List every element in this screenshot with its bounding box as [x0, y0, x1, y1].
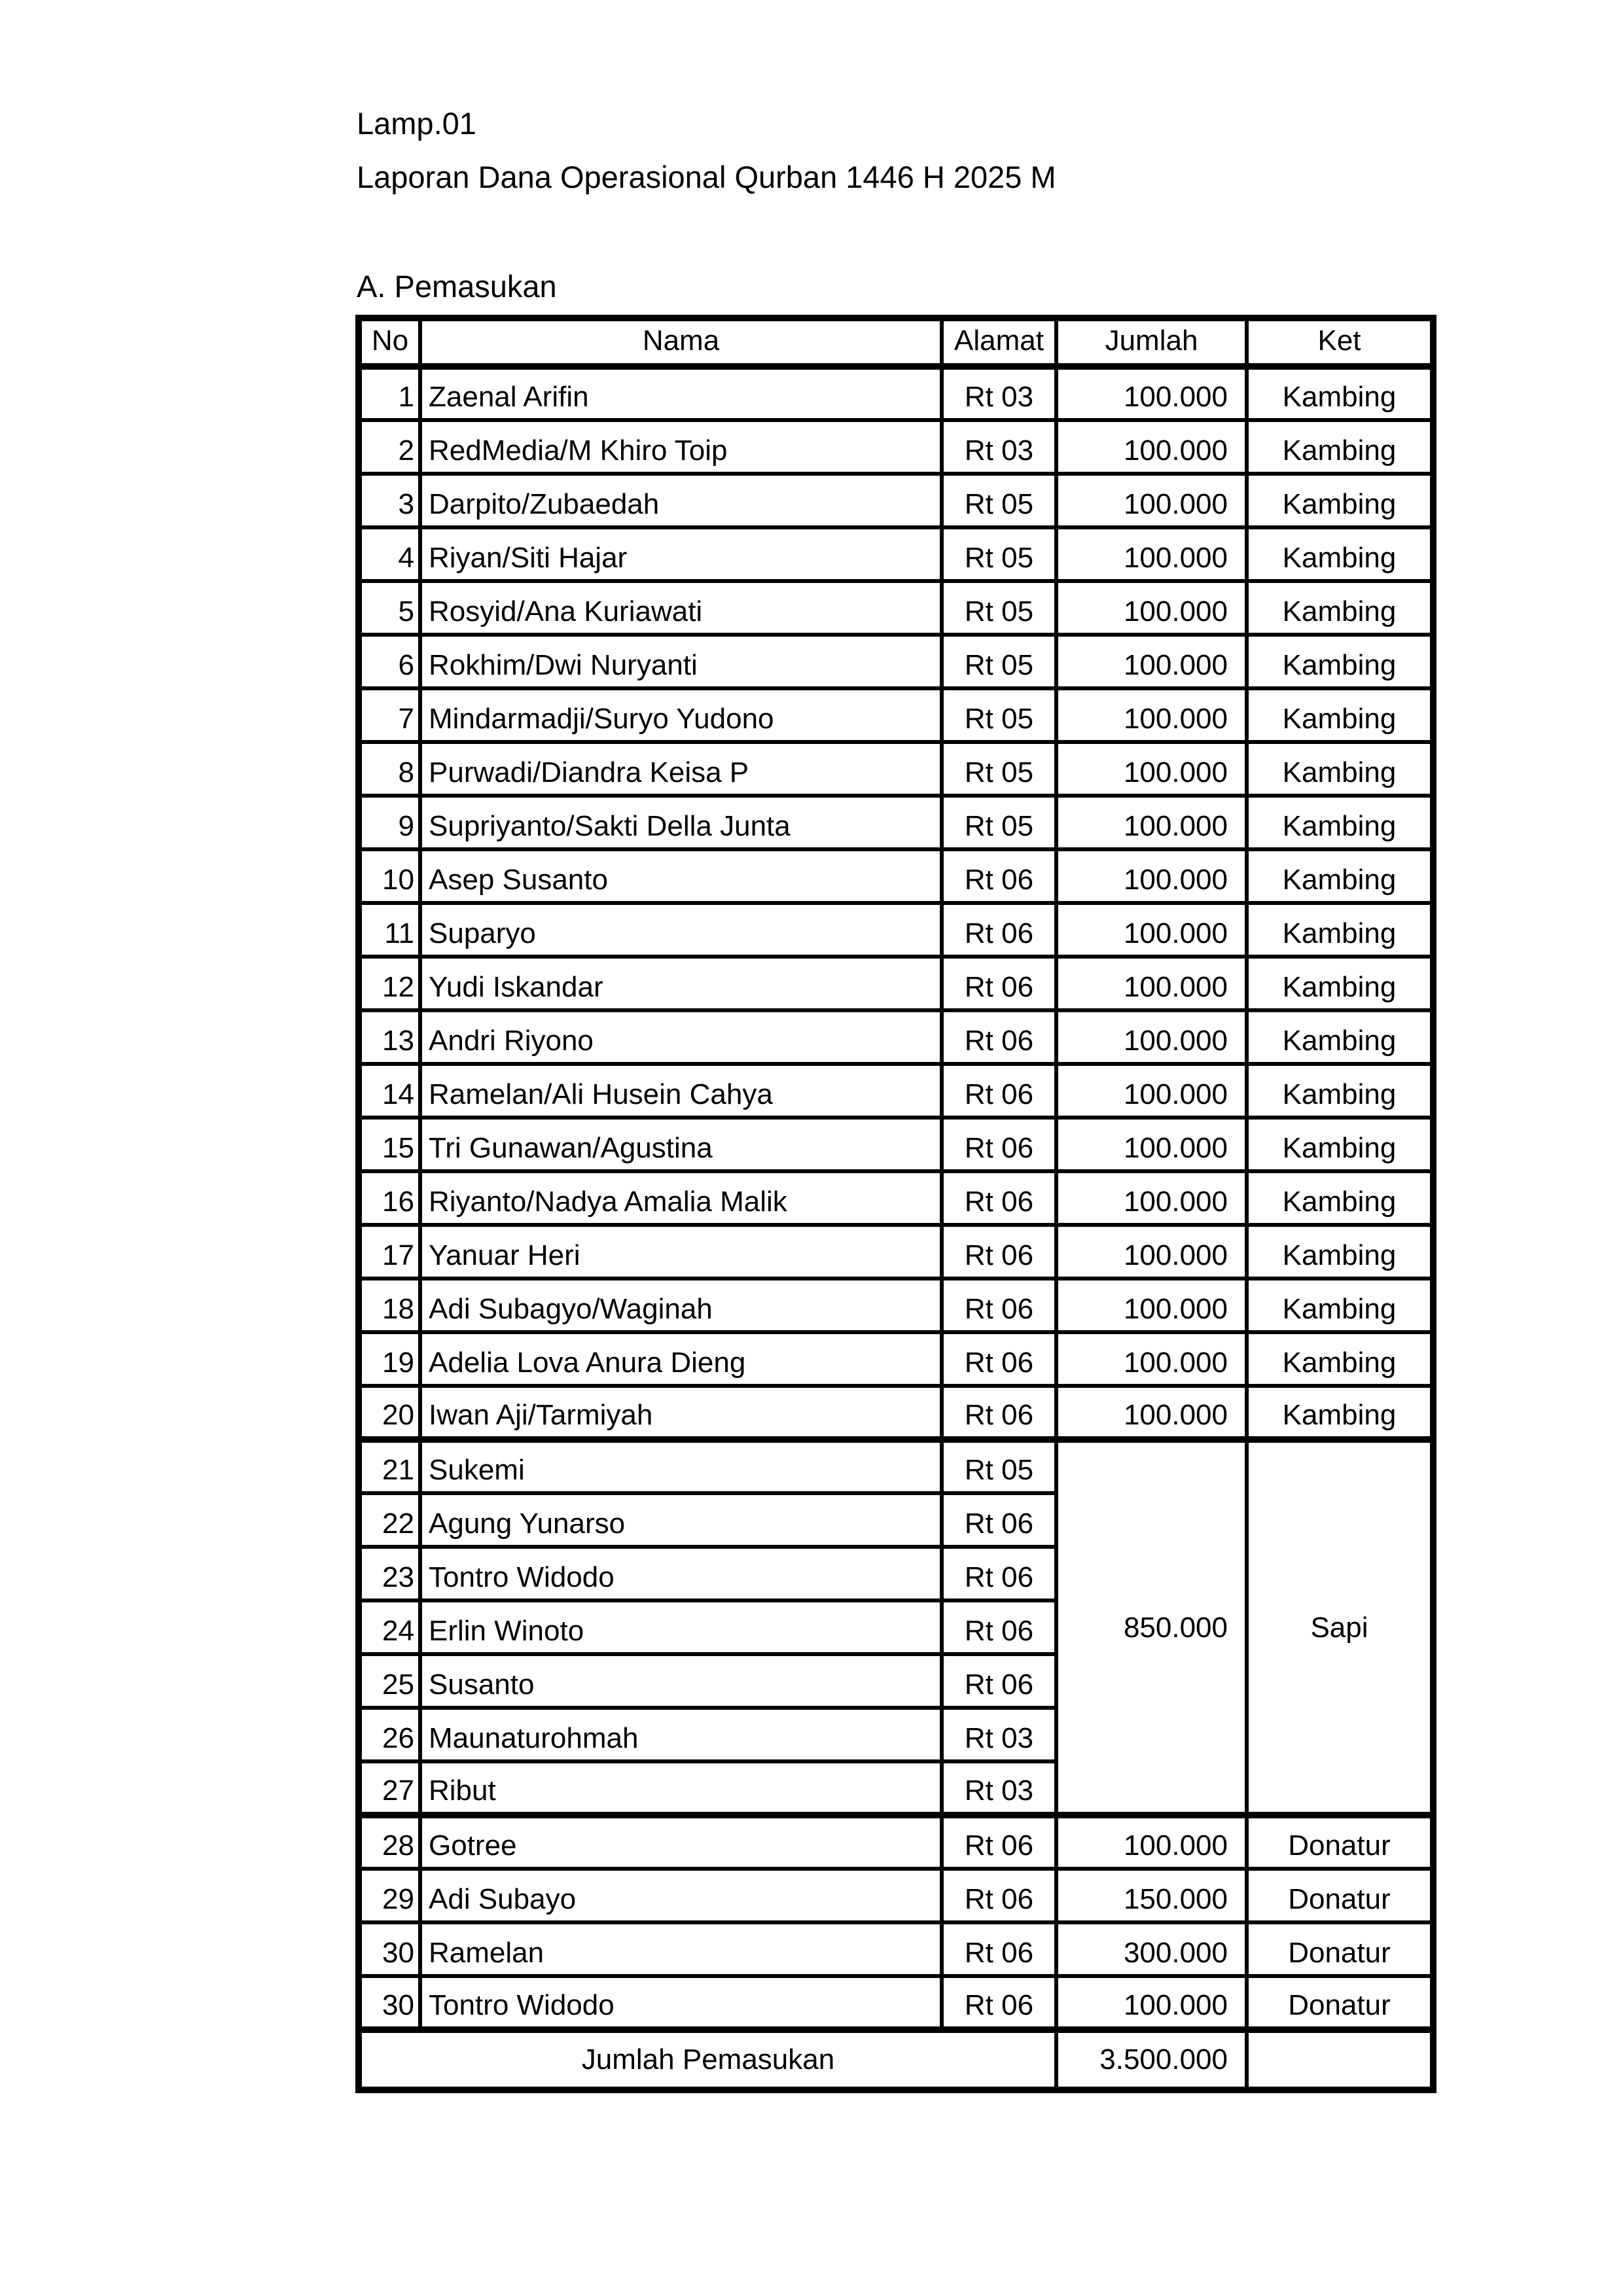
amount-cell: 100.000: [1056, 581, 1247, 635]
donor-name-cell: Rokhim/Dwi Nuryanti: [420, 635, 942, 688]
donor-name-cell: Susanto: [420, 1654, 942, 1708]
amount-cell: 100.000: [1056, 1225, 1247, 1279]
donor-name-cell: Tri Gunawan/Agustina: [420, 1118, 942, 1171]
address-cell: Rt 06: [942, 1547, 1056, 1600]
amount-cell: 100.000: [1056, 1010, 1247, 1064]
category-cell: Kambing: [1247, 1010, 1433, 1064]
category-cell: Kambing: [1247, 581, 1433, 635]
donor-name-cell: Purwadi/Diandra Keisa P: [420, 742, 942, 796]
donor-name-cell: Agung Yunarso: [420, 1493, 942, 1547]
row-number-cell: 22: [359, 1493, 420, 1547]
donor-name-cell: Adi Subayo: [420, 1869, 942, 1922]
table-row: [359, 1064, 1433, 1118]
amount-cell: 100.000: [1056, 688, 1247, 742]
donor-name-cell: Sukemi: [420, 1439, 942, 1493]
row-number-cell: 20: [359, 1386, 420, 1439]
row-number-cell: 23: [359, 1547, 420, 1600]
amount-cell: 100.000: [1056, 474, 1247, 527]
donor-name-cell: Mindarmadji/Suryo Yudono: [420, 688, 942, 742]
address-cell: Rt 05: [942, 635, 1056, 688]
category-cell: Kambing: [1247, 1332, 1433, 1386]
row-number-cell: 28: [359, 1815, 420, 1869]
address-cell: Rt 06: [942, 1225, 1056, 1279]
address-cell: Rt 06: [942, 1600, 1056, 1654]
table-header-row: [359, 318, 1433, 366]
category-cell: Kambing: [1247, 474, 1433, 527]
amount-cell: 100.000: [1056, 366, 1247, 420]
table-row: [359, 796, 1433, 849]
address-cell: Rt 05: [942, 688, 1056, 742]
address-cell: Rt 06: [942, 1654, 1056, 1708]
table-row: [359, 527, 1433, 581]
table-row: [359, 1010, 1433, 1064]
amount-cell: 100.000: [1056, 1064, 1247, 1118]
donor-name-cell: Ramelan: [420, 1922, 942, 1976]
row-number-cell: 5: [359, 581, 420, 635]
amount-cell: 100.000: [1056, 635, 1247, 688]
donor-name-cell: Yudi Iskandar: [420, 957, 942, 1010]
amount-cell: 100.000: [1056, 1976, 1247, 2030]
donor-name-cell: Supriyanto/Sakti Della Junta: [420, 796, 942, 849]
row-number-cell: 24: [359, 1600, 420, 1654]
table-row: [359, 1922, 1433, 1976]
address-cell: Rt 03: [942, 1761, 1056, 1815]
donor-name-cell: Maunaturohmah: [420, 1708, 942, 1761]
donor-name-cell: Yanuar Heri: [420, 1225, 942, 1279]
row-number-cell: 12: [359, 957, 420, 1010]
section-title: A. Pemasukan: [357, 269, 557, 304]
row-number-cell: 8: [359, 742, 420, 796]
category-cell: Donatur: [1247, 1922, 1433, 1976]
donor-name-cell: Adelia Lova Anura Dieng: [420, 1332, 942, 1386]
donor-name-cell: Adi Subagyo/Waginah: [420, 1279, 942, 1332]
category-cell: Kambing: [1247, 1171, 1433, 1225]
amount-cell: 100.000: [1056, 903, 1247, 957]
row-number-cell: 17: [359, 1225, 420, 1279]
amount-cell: 100.000: [1056, 1118, 1247, 1171]
category-cell: Kambing: [1247, 903, 1433, 957]
row-number-cell: 27: [359, 1761, 420, 1815]
row-number-cell: 30: [359, 1976, 420, 2030]
category-cell: Kambing: [1247, 957, 1433, 1010]
category-cell: Kambing: [1247, 1225, 1433, 1279]
donor-name-cell: Gotree: [420, 1815, 942, 1869]
donor-name-cell: Ramelan/Ali Husein Cahya: [420, 1064, 942, 1118]
table-row: [359, 1815, 1433, 1869]
address-cell: Rt 06: [942, 1279, 1056, 1332]
address-cell: Rt 06: [942, 1386, 1056, 1439]
row-number-cell: 29: [359, 1869, 420, 1922]
table-row: [359, 903, 1433, 957]
pemasukan-table-body: [359, 366, 1433, 2030]
row-number-cell: 6: [359, 635, 420, 688]
table-row: [359, 581, 1433, 635]
row-number-cell: 14: [359, 1064, 420, 1118]
amount-cell: 100.000: [1056, 742, 1247, 796]
address-cell: Rt 06: [942, 1010, 1056, 1064]
row-number-cell: 3: [359, 474, 420, 527]
donor-name-cell: Rosyid/Ana Kuriawati: [420, 581, 942, 635]
row-number-cell: 16: [359, 1171, 420, 1225]
table-row: [359, 474, 1433, 527]
row-number-cell: 25: [359, 1654, 420, 1708]
donor-name-cell: Ribut: [420, 1761, 942, 1815]
category-cell: Donatur: [1247, 1869, 1433, 1922]
row-number-cell: 10: [359, 849, 420, 903]
address-cell: Rt 06: [942, 1976, 1056, 2030]
amount-cell: 150.000: [1056, 1869, 1247, 1922]
donor-name-cell: Zaenal Arifin: [420, 366, 942, 420]
table-row: [359, 366, 1433, 420]
category-cell: Kambing: [1247, 1118, 1433, 1171]
donor-name-cell: Riyan/Siti Hajar: [420, 527, 942, 581]
table-row: [359, 1225, 1433, 1279]
row-number-cell: 18: [359, 1279, 420, 1332]
amount-cell: 100.000: [1056, 1386, 1247, 1439]
row-number-cell: 19: [359, 1332, 420, 1386]
address-cell: Rt 06: [942, 1493, 1056, 1547]
amount-cell: 100.000: [1056, 527, 1247, 581]
col-header-jumlah: Jumlah: [1056, 318, 1247, 366]
amount-cell: 100.000: [1056, 1332, 1247, 1386]
table-row: [359, 1976, 1433, 2030]
table-row: [359, 849, 1433, 903]
address-cell: Rt 05: [942, 527, 1056, 581]
row-number-cell: 7: [359, 688, 420, 742]
group-amount-cell: 850.000: [1056, 1439, 1247, 1815]
table-row: [359, 1118, 1433, 1171]
address-cell: Rt 06: [942, 1922, 1056, 1976]
table-row: [359, 1869, 1433, 1922]
address-cell: Rt 06: [942, 1815, 1056, 1869]
row-number-cell: 1: [359, 366, 420, 420]
row-number-cell: 15: [359, 1118, 420, 1171]
table-row: [359, 1386, 1433, 1439]
row-number-cell: 21: [359, 1439, 420, 1493]
address-cell: Rt 05: [942, 581, 1056, 635]
table-row: [359, 1439, 1433, 1493]
category-cell: Kambing: [1247, 1386, 1433, 1439]
address-cell: Rt 06: [942, 903, 1056, 957]
category-cell: Kambing: [1247, 420, 1433, 474]
row-number-cell: 30: [359, 1922, 420, 1976]
address-cell: Rt 06: [942, 1064, 1056, 1118]
table-row: [359, 688, 1433, 742]
donor-name-cell: Riyanto/Nadya Amalia Malik: [420, 1171, 942, 1225]
amount-cell: 100.000: [1056, 420, 1247, 474]
row-number-cell: 4: [359, 527, 420, 581]
row-number-cell: 26: [359, 1708, 420, 1761]
donor-name-cell: Darpito/Zubaedah: [420, 474, 942, 527]
donor-name-cell: Andri Riyono: [420, 1010, 942, 1064]
category-cell: Kambing: [1247, 1064, 1433, 1118]
pemasukan-table: [355, 315, 1436, 2093]
row-number-cell: 9: [359, 796, 420, 849]
category-cell: Kambing: [1247, 742, 1433, 796]
table-row: [359, 742, 1433, 796]
category-cell: Donatur: [1247, 1976, 1433, 2030]
address-cell: Rt 06: [942, 1869, 1056, 1922]
address-cell: Rt 06: [942, 1332, 1056, 1386]
donor-name-cell: Tontro Widodo: [420, 1976, 942, 2030]
address-cell: Rt 03: [942, 420, 1056, 474]
address-cell: Rt 05: [942, 742, 1056, 796]
col-header-nama: Nama: [420, 318, 942, 366]
table-row: [359, 1279, 1433, 1332]
amount-cell: 100.000: [1056, 796, 1247, 849]
category-cell: Kambing: [1247, 366, 1433, 420]
address-cell: Rt 03: [942, 366, 1056, 420]
address-cell: Rt 05: [942, 796, 1056, 849]
address-cell: Rt 05: [942, 474, 1056, 527]
lamp-label: Lamp.01: [357, 106, 476, 141]
donor-name-cell: Erlin Winoto: [420, 1600, 942, 1654]
donor-name-cell: Suparyo: [420, 903, 942, 957]
donor-name-cell: Iwan Aji/Tarmiyah: [420, 1386, 942, 1439]
address-cell: Rt 06: [942, 1171, 1056, 1225]
amount-cell: 100.000: [1056, 957, 1247, 1010]
category-cell: Kambing: [1247, 527, 1433, 581]
row-number-cell: 2: [359, 420, 420, 474]
col-header-ket: Ket: [1247, 318, 1433, 366]
total-amount: 3.500.000: [1056, 2030, 1247, 2090]
amount-cell: 100.000: [1056, 1815, 1247, 1869]
address-cell: Rt 06: [942, 957, 1056, 1010]
category-cell: Kambing: [1247, 849, 1433, 903]
category-cell: Kambing: [1247, 635, 1433, 688]
category-cell: Kambing: [1247, 796, 1433, 849]
table-row: [359, 1332, 1433, 1386]
total-label: Jumlah Pemasukan: [359, 2030, 1056, 2090]
page-title: Laporan Dana Operasional Qurban 1446 H 2025 M: [357, 160, 1056, 194]
address-cell: Rt 06: [942, 849, 1056, 903]
amount-cell: 100.000: [1056, 1171, 1247, 1225]
total-category-cell: [1247, 2030, 1433, 2090]
address-cell: Rt 06: [942, 1118, 1056, 1171]
table-row: [359, 635, 1433, 688]
donor-name-cell: RedMedia/M Khiro Toip: [420, 420, 942, 474]
amount-cell: 100.000: [1056, 1279, 1247, 1332]
donor-name-cell: Asep Susanto: [420, 849, 942, 903]
table-row: [359, 957, 1433, 1010]
donor-name-cell: Tontro Widodo: [420, 1547, 942, 1600]
table-row: [359, 1171, 1433, 1225]
category-cell: Kambing: [1247, 688, 1433, 742]
col-header-no: No: [359, 318, 420, 366]
category-cell: Kambing: [1247, 1279, 1433, 1332]
amount-cell: 300.000: [1056, 1922, 1247, 1976]
amount-cell: 100.000: [1056, 849, 1247, 903]
address-cell: Rt 05: [942, 1439, 1056, 1493]
row-number-cell: 11: [359, 903, 420, 957]
col-header-alamat: Alamat: [942, 318, 1056, 366]
group-category-cell: Sapi: [1247, 1439, 1433, 1815]
row-number-cell: 13: [359, 1010, 420, 1064]
total-row: [359, 2030, 1433, 2090]
address-cell: Rt 03: [942, 1708, 1056, 1761]
category-cell: Donatur: [1247, 1815, 1433, 1869]
table-row: [359, 420, 1433, 474]
